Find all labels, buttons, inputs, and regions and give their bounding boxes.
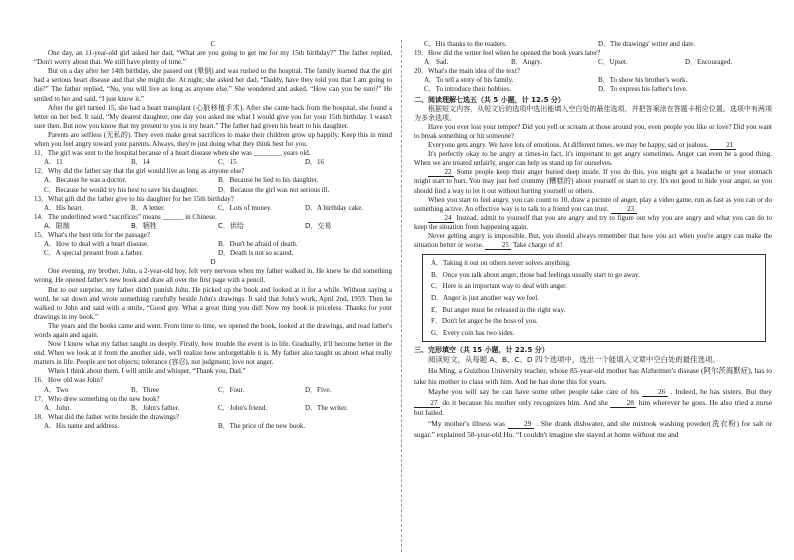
option: D．Encouraged. [685,58,733,67]
section-2-instructions: 根据短文内容，从短文后的选项中选出能填入空白处的最佳选项，并把答案涂在答题卡相应位置。选项中有两项为多余选项。 [414,104,772,122]
question-12-options [44,186,392,195]
blank-26: 26 [642,388,668,397]
right-column [414,40,772,440]
section-3-title: 三、完形填空（共 15 小题，计 22.5 分） [414,346,549,355]
paragraph-text: do it because his mother only recognizes him. And she [442,397,608,407]
section-3-instructions: 阅读短文，从每题 A、B、C、D 四个选项中，选出一个能填入文章中空白处的最佳选项。 [428,355,720,365]
option: B．牺牲 [131,221,157,230]
option: C．Four. [218,385,245,394]
option: A．His name and address. [44,421,120,430]
blank-21: 21 [710,141,736,150]
box-option: D．Anger is just another way we feel. [431,293,539,302]
section-2-paragraph [414,214,772,232]
blank-25: 25 [485,241,511,250]
box-option: C．Here is an important way to deal with anger. [431,282,567,291]
option: C．15 [218,158,237,167]
box-option: A．Taking it out on others never solves anything. [431,259,571,268]
option: A．To tell a story of his family. [424,76,514,85]
option: A．John. [44,403,72,412]
option: C．Lots of money. [218,203,272,212]
option: A．Because he was a doctor. [44,176,127,185]
passage-d-paragraph: The years and the books came and went. From time to time, we opened the book, looked at the drawings, and read father's words again and again. [34,321,392,339]
option: C．His thanks to the readers. [424,40,507,48]
option: C．Because he would try his best to save his daughter. [44,185,198,194]
section-3-paragraph [414,419,772,440]
question-11: 11．The girl was sent to the hospital because of a heart disease when she was ________ years old. [34,149,311,158]
blank-28: 28 [610,399,636,408]
question-18-options [44,422,392,431]
question-17: 17．Who drew something on the new book? [34,394,160,403]
option: D．交易 [305,221,332,230]
box-option: E．But anger must be released in the right way. [431,305,566,314]
question-19: 19．How did the writer feel when he opened the book years later? [414,49,601,58]
question-19-options [424,58,772,67]
paragraph-text: Take charge of it! [512,241,563,250]
blank-23: 23 [611,205,637,214]
blank-24: 24 [428,214,454,223]
option: D．The drawings' writer and date. [598,40,696,48]
section-2-paragraph [414,150,772,168]
section-2-paragraph [414,196,772,214]
option: A．Two [44,385,69,394]
passage-d-paragraph: But to our surprise, my father didn't punish John. He picked up the book and looked at it for a while. Without saying a word, he sat down and wrote something carefully beside John's drawings. It said that John's work, April 2nd, 1959. Then he walked to John and said with a smile, “Good guy. What a great thing you did! Now my book is priceless. Thanks for your drawings in my book.” [34,285,392,321]
passage-d-paragraph: Now I know what my father taught us deeply. Firstly, how trouble the event is in life. Gradually, it'll become better in the end. When we look at it from the another side, we'll realize how unforgettable it is. My father also taught us about what really matters in life. People are not objects; tolerance (容忍), not judgment; love not anger. [34,340,392,367]
question-15-options [44,249,392,258]
box-option: G．Every coin has two sides. [431,328,515,337]
option: A．How to deal with a heart disease. [44,240,149,249]
question-20-options [424,85,772,94]
question-12-options [44,176,392,185]
option: D．To express his father's love. [598,85,688,94]
question-17-options [44,404,392,413]
paragraph-text: Maybe you will say he can have some other people take care of his [428,387,639,397]
question-11-options [44,158,392,167]
option: D．Because the girl was not serious ill. [218,185,330,194]
question-20-options [424,76,772,85]
paragraph-text: It's perfectly okay to be angry at times-in fact, it's important to get angry sometimes. Anger can even be a good thing. When we are treated unfairly, anger can help us stand up for ourselves. [414,150,772,168]
paragraph-text: When you start to feel angry, you can count to 10, draw a picture of anger, play a video game, run as fast as you can or do something active. An effective way is to talk to a friend you can trust. [414,195,772,213]
section-3-paragraph: Hu Ming, a Guizhou University teacher, whose 85-year-old mother has Alzheimer's disease (阿尔茨海默症), has to take his mother to class with him. And he has done this for years. [414,366,772,386]
question-15-options [44,240,392,249]
option: B．Three [131,385,159,394]
passage-c-paragraph: One day, an 11-year-old girl asked her dad, “What are you going to get me for my 15th birthday?” The father replied, “Don't worry about that. We still have plenty of time.” [34,49,392,67]
option: A．His heart. [44,203,84,212]
paragraph-text: Instead, admit to yourself that you are angry and try to figure out why you are angry and what you can do to keep the situation from happening again. [414,213,772,231]
option: D．Death is not so scared. [218,249,294,258]
question-16-options [44,386,392,395]
question-15: 15．What's the best title for the passage? [34,230,150,239]
box-option: F．Don't let anger be the boss of you. [431,317,538,326]
question-13: 13．What gift did the father give to his daughter for her 15th birthday? [34,194,234,203]
option: D．A birthday cake. [305,203,364,212]
question-12: 12．Why did the father say that the girl would live as long as anyone else? [34,167,245,176]
section-2-paragraph [414,168,772,195]
blank-27: 27 [414,399,440,408]
passage-d-paragraph: When I think about them, I will smile and whisper, “Thank you, Dad.” [48,367,246,376]
option: C．John's friend. [218,403,268,412]
option: C．Upset. [598,58,628,67]
option: C．供给 [218,221,244,230]
paragraph-text: Everyone gets angry. We have lots of emotions. At different times, we may be happy, sad or jealous. [428,141,709,150]
section-3-paragraph [414,387,772,419]
option: B．A letter. [131,203,165,212]
blank-29: 29 [508,420,534,429]
box-option: B．Once you talk about anger, those bad feelings usually start to go away. [431,270,640,279]
option: B．The price of the new book. [218,421,306,430]
passage-c-paragraph: After the girl turned 15, she had a heart transplant (心脏移植手术). After she came back from the hospital, she found a letter on her bed. It said, “My dearest daughter, one day you asked me what I would give you for your 15th birthday. I wasn't sure then. But now you know that my present to you is my heart.” The father had given his heart to his daughter. [34,103,392,130]
paragraph-text: him wherever he goes. He also tried a nurse but failed. [414,397,772,418]
question-13-options [44,204,392,213]
question-18: 18．What did the father write beside the drawings? [34,412,179,421]
left-column [34,40,392,431]
passage-c-paragraph: Parents are selfless (无私的). They even make great sacrifices to make their children grow up happily. Keep this in mind when you feel angry toward your parents. Always, they're just doing what they think best for you. [34,130,392,149]
section-2-paragraph: Have you ever lost your temper? Did you yell or scream at those around you, even people you like or love? Did you want to break something or hit someone? [414,122,772,140]
question-20: 20．What's the main idea of the text? [414,67,520,76]
option: B．Because he lied to his daughter. [218,176,319,185]
column-divider [401,40,402,552]
option: C．A special present from a father. [44,249,144,258]
section-2-paragraph [414,232,772,250]
option: A．Sad. [424,58,449,67]
section-2-title: 二、阅读理解七选五（共 5 小题，计 12.5 分） [414,95,565,104]
paragraph-text: . She drank dishwater, and she mistook washing powder(洗衣粉) for salt or sugar.” explained 58-year-old Hu. “I couldn't imagine she stayed at home without me and [414,418,772,439]
blank-22: 22 [428,168,454,177]
option: A．限制 [44,221,70,230]
question-18-options [424,40,772,49]
option: D．The writer. [305,403,348,412]
passage-c-paragraph: But on a day after her 14th birthday, she passed out (晕倒) and was rushed to the hospital. The family learned that the girl had a serious heart disease and that she might die. At night, she asked her dad, “Daddy, have they told you that I am going to die?” The father replied, “No, you will live as long as anyone else.” She wondered and asked, “How can you be sure?” He smiled to her and said, “I just know it.” [34,67,392,103]
question-14: 14．The underlined word “sacrifices” means ______ in Chinese. [34,212,217,221]
option: B．To show his brother's work. [598,76,688,85]
paragraph-text: Never getting angry is impossible. But, you should always remember that how you act when you're angry can make the situation better or worse. [414,231,772,250]
option: B．John's father. [131,403,180,412]
question-14-options [44,222,392,231]
paragraph-text: “My mother's illness was [428,418,506,428]
option: C．To introduce their hobbies. [424,85,511,94]
option: B．Don't be afraid of death. [218,240,298,249]
passage-d-paragraph: One evening, my brother, John, a 2-year-old boy, felt very nervous when my father walked in. He knew he did something wrong. He opened father's new book and draw all over the first page with a pencil. [34,267,392,285]
option: B．Angry. [511,58,542,67]
passage-c-label: C [210,40,216,48]
paragraph-text: Some people keep their anger buried deep inside. If you do this, you might get a headache or your stomach might start to hurt. You may just feel crummy (糟糕的) about yourself or start to cry. It's not good to hide your anger, so you should find a way to let it out without hurting yourself or others. [414,168,772,195]
option: B．14 [131,158,150,167]
passage-d-label: D [210,258,216,267]
option: A．11 [44,158,63,167]
paragraph-text: . Indeed, he has sisters. But they [670,387,772,397]
question-16: 16．How old was John? [34,376,104,385]
option: D．16 [305,158,325,167]
option: D．Five. [305,385,332,394]
options-box [422,254,766,342]
section-2-paragraph [414,141,772,150]
